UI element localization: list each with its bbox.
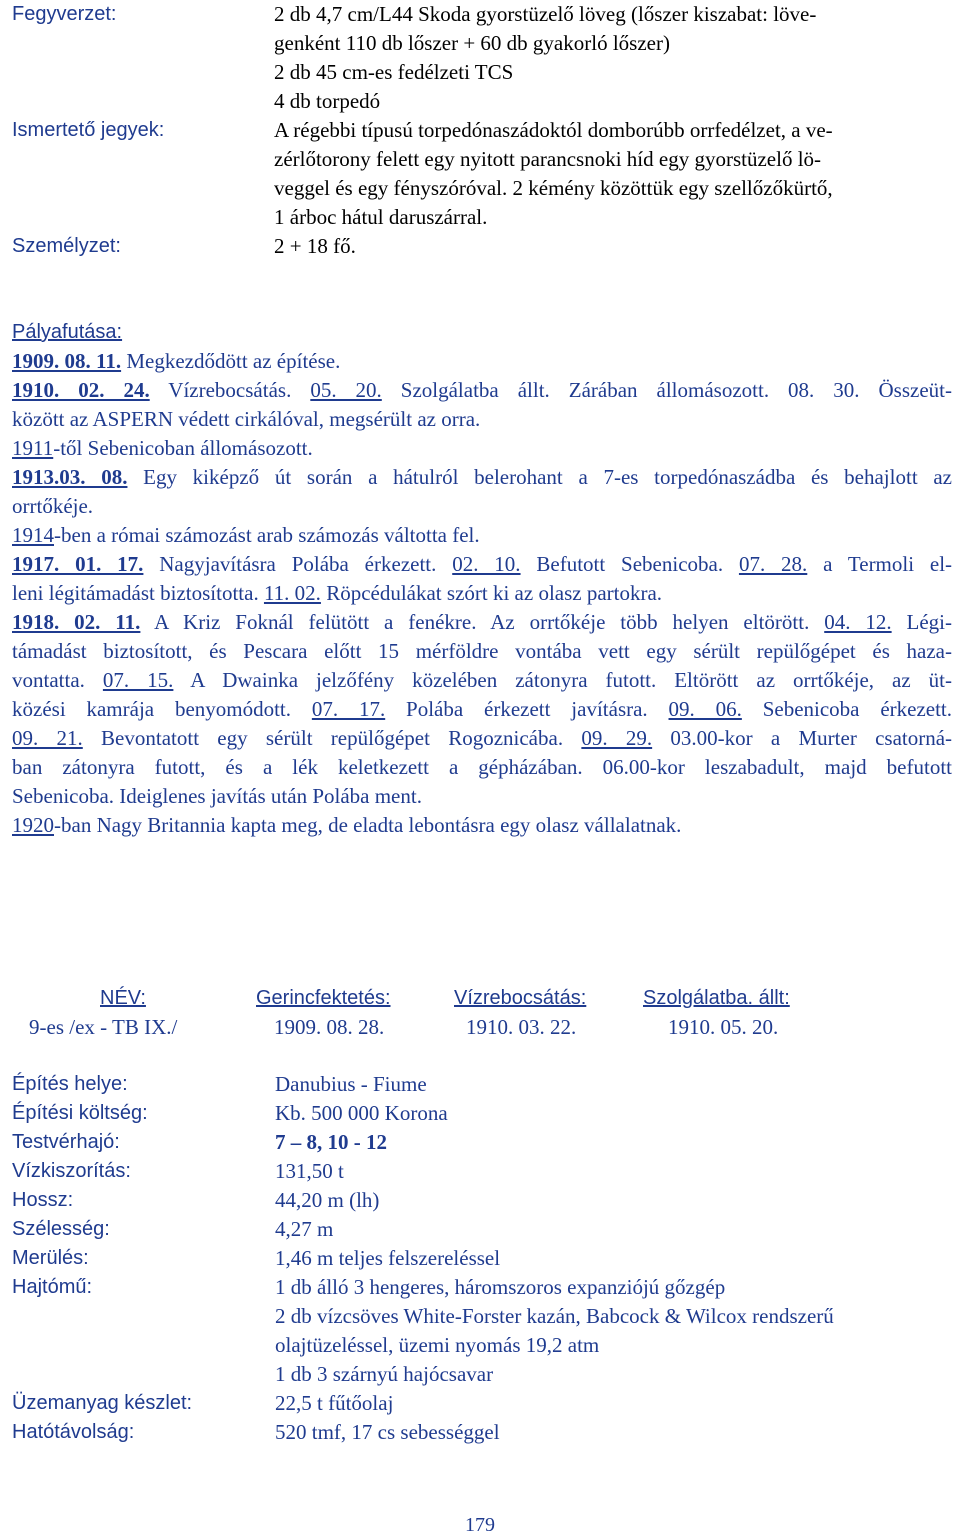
event-text: Röpcédulákat szórt ki az olasz partokra. bbox=[320, 581, 663, 605]
career-entry-1910 bbox=[12, 376, 952, 434]
event-text: Légi- bbox=[891, 610, 953, 634]
spec-label: Építés helye: bbox=[12, 1073, 128, 1095]
spec-value: Kb. 500 000 Korona bbox=[275, 1101, 448, 1125]
career-entry-1914 bbox=[12, 521, 952, 550]
spec-label: Hajtómű: bbox=[12, 1276, 93, 1298]
spec-value: Danubius - Fiume bbox=[275, 1072, 427, 1096]
event-date: 04. 12. bbox=[824, 610, 892, 634]
event-text: Megkezdődött az építése. bbox=[121, 349, 341, 373]
ismerteto-value bbox=[274, 116, 948, 232]
event-text: vontatta. bbox=[12, 668, 103, 692]
fegyverzet-value bbox=[274, 0, 948, 116]
ismerteto-section bbox=[12, 116, 948, 232]
spec-value: 22,5 t fűtőolaj bbox=[275, 1391, 394, 1415]
event-text: a Termoli el- bbox=[807, 552, 953, 576]
text-line: 2 db 4,7 cm/L44 Skoda gyorstüzelő löveg (lőszer kiszabat: löve- bbox=[274, 2, 817, 26]
event-text: -től Sebenicoban állomásozott. bbox=[53, 436, 313, 460]
text-line: 1 árboc hátul daruszárral. bbox=[274, 205, 488, 229]
spec-label: Vízkiszorítás: bbox=[12, 1160, 131, 1182]
event-text: A Kriz Foknál felütött a fenékre. Az orrtőkéje több helyen eltörött. bbox=[140, 610, 825, 634]
event-date: 02. 10. bbox=[452, 552, 521, 576]
event-date: 1909. 08. 11. bbox=[12, 349, 122, 373]
event-text: Sebenicoba. Ideiglenes javítás után Polába ment. bbox=[12, 784, 422, 808]
event-date: 11. 02. bbox=[263, 581, 321, 605]
spec-label: Merülés: bbox=[12, 1247, 89, 1269]
vizre-date: 1910. 03. 22. bbox=[466, 1015, 577, 1039]
spec-value: 1 db álló 3 hengeres, háromszoros expanziójú gőzgép bbox=[275, 1275, 726, 1299]
event-date: 07. 15. bbox=[102, 668, 174, 692]
spec-label: Szélesség: bbox=[12, 1218, 110, 1240]
spec-value: 44,20 m (lh) bbox=[275, 1188, 380, 1212]
event-text: Polába érkezett javításra. bbox=[385, 697, 669, 721]
event-text: -ben a római számozást arab számozás váltotta fel. bbox=[54, 523, 480, 547]
event-text: -ban Nagy Britannia kapta meg, de eladta lebontásra egy olasz vállalatnak. bbox=[54, 813, 682, 837]
career-entry-1913 bbox=[12, 463, 952, 521]
spec-label: Hossz: bbox=[12, 1189, 74, 1211]
career-section bbox=[12, 318, 952, 840]
event-text: Sebenicoba érkezett. bbox=[741, 697, 953, 721]
event-text: Nagyjavításra Polába érkezett. bbox=[143, 552, 453, 576]
page-number: 179 bbox=[465, 1514, 495, 1536]
event-date: 1918. 02. 11. bbox=[12, 610, 141, 634]
szolg-date: 1910. 05. 20. bbox=[668, 1015, 779, 1039]
event-text: ban zátonyra futott, és a lék keletkezett a gépházában. 06.00-kor leszabadult, majd befutott bbox=[12, 755, 952, 779]
szemelyzet-label: Személyzet: bbox=[12, 235, 121, 257]
career-heading: Pályafutása: bbox=[12, 321, 123, 343]
event-date: 1914 bbox=[12, 523, 54, 547]
career-entry-1909 bbox=[12, 347, 952, 376]
spec-value: 1,46 m teljes felszereléssel bbox=[275, 1246, 501, 1270]
header-nev: NÉV: bbox=[100, 987, 146, 1009]
event-text: A Dwainka jelzőfény közelében zátonyra futott. Eltörött az orrtőkéje, az üt- bbox=[173, 668, 952, 692]
ismerteto-label: Ismertető jegyek: bbox=[12, 119, 165, 141]
text-line: veggel és egy fényszóróval. 2 kémény közöttük egy szellőzőkürtő, bbox=[274, 176, 833, 200]
career-entry-1911 bbox=[12, 434, 952, 463]
event-date: 1910. 02. 24. bbox=[12, 378, 150, 402]
spec-value: 7 – 8, 10 - 12 bbox=[275, 1130, 387, 1154]
spec-label: Testvérhajó: bbox=[12, 1131, 120, 1153]
event-date: 09. 29. bbox=[581, 726, 653, 750]
ship-number: 9 bbox=[29, 1015, 40, 1039]
event-date: 1917. 01. 17. bbox=[12, 552, 144, 576]
header-vizrebocsatas: Vízrebocsátás: bbox=[454, 987, 587, 1009]
header-szolgalatba: Szolgálatba. állt: bbox=[643, 987, 790, 1009]
event-date: 1920 bbox=[12, 813, 54, 837]
event-date: 05. 20. bbox=[310, 378, 382, 402]
event-date: 07. 28. bbox=[738, 552, 808, 576]
career-entry-1917 bbox=[12, 550, 952, 608]
event-text: orrtőkéje. bbox=[12, 494, 94, 518]
event-date: 1911 bbox=[12, 436, 54, 460]
event-text: Befutott Sebenicoba. bbox=[520, 552, 739, 576]
spec-value: olajtüzeléssel, üzemi nyomás 19,2 atm bbox=[275, 1333, 600, 1357]
event-text: között az ASPERN védett cirkálóval, megsérült az orra. bbox=[12, 407, 481, 431]
event-text: támadást biztosított, és Pescara előtt 15 mérföldre vontába vett egy sérült repülőgépet és haza- bbox=[12, 639, 952, 663]
szemelyzet-value: 2 + 18 fő. bbox=[274, 234, 356, 258]
event-date: 09. 21. bbox=[12, 726, 83, 750]
career-entry-1918 bbox=[12, 608, 952, 811]
text-line: 4 db torpedó bbox=[274, 89, 381, 113]
text-line: 2 db 45 cm-es fedélzeti TCS bbox=[274, 60, 514, 84]
header-gerincfektetes: Gerincfektetés: bbox=[256, 987, 391, 1009]
event-text: Szolgálatba állt. Zárában állomásozott. 08. 30. Összeüt- bbox=[381, 378, 952, 402]
gerinc-date: 1909. 08. 28. bbox=[274, 1015, 385, 1039]
spec-label: Építési költség: bbox=[12, 1102, 148, 1124]
spec-label: Hatótávolság: bbox=[12, 1421, 135, 1443]
event-text: közési kamrája benyomódott. bbox=[12, 697, 312, 721]
spec-value: 2 db vízcsöves White-Forster kazán, Babcock & Wilcox rendszerű bbox=[275, 1304, 834, 1328]
fegyverzet-section bbox=[12, 0, 948, 116]
spec-value: 4,27 m bbox=[275, 1217, 334, 1241]
ship-name bbox=[29, 1013, 177, 1042]
spec-value: 131,50 t bbox=[275, 1159, 344, 1183]
spec-label: Üzemanyag készlet: bbox=[12, 1392, 193, 1414]
text-line: A régebbi típusú torpedónaszádoktól domborúbb orrfedélzet, a ve- bbox=[274, 118, 833, 142]
event-text: Vízrebocsátás. bbox=[149, 378, 311, 402]
event-text: 03.00-kor a Murter csatorná- bbox=[652, 726, 953, 750]
event-text: Bevontatott egy sérült repülőgépet Rogoznicába. bbox=[82, 726, 582, 750]
szemelyzet-section bbox=[12, 232, 948, 261]
text-line: zérlőtorony felett egy nyitott parancsnoki híd egy gyorstüzelő lö- bbox=[274, 147, 822, 171]
ship-name-text: -es /ex - TB IX./ bbox=[39, 1015, 178, 1039]
career-entry-1920 bbox=[12, 811, 952, 840]
event-date: 07. 17. bbox=[311, 697, 386, 721]
event-date: 09. 06. bbox=[668, 697, 742, 721]
text-line: genként 110 db lőszer + 60 db gyakorló lőszer) bbox=[274, 31, 670, 55]
spec-value: 520 tmf, 17 cs sebességgel bbox=[275, 1420, 500, 1444]
spec-value: 1 db 3 szárnyú hajócsavar bbox=[275, 1362, 494, 1386]
event-date: 1913.03. 08. bbox=[12, 465, 128, 489]
event-text: Egy kiképző út során a hátulról belerohant a 7-es torpedónaszádba és behajlott az bbox=[127, 465, 952, 489]
fegyverzet-label: Fegyverzet: bbox=[12, 3, 117, 25]
event-text: leni légitámadást biztosította. bbox=[12, 581, 264, 605]
